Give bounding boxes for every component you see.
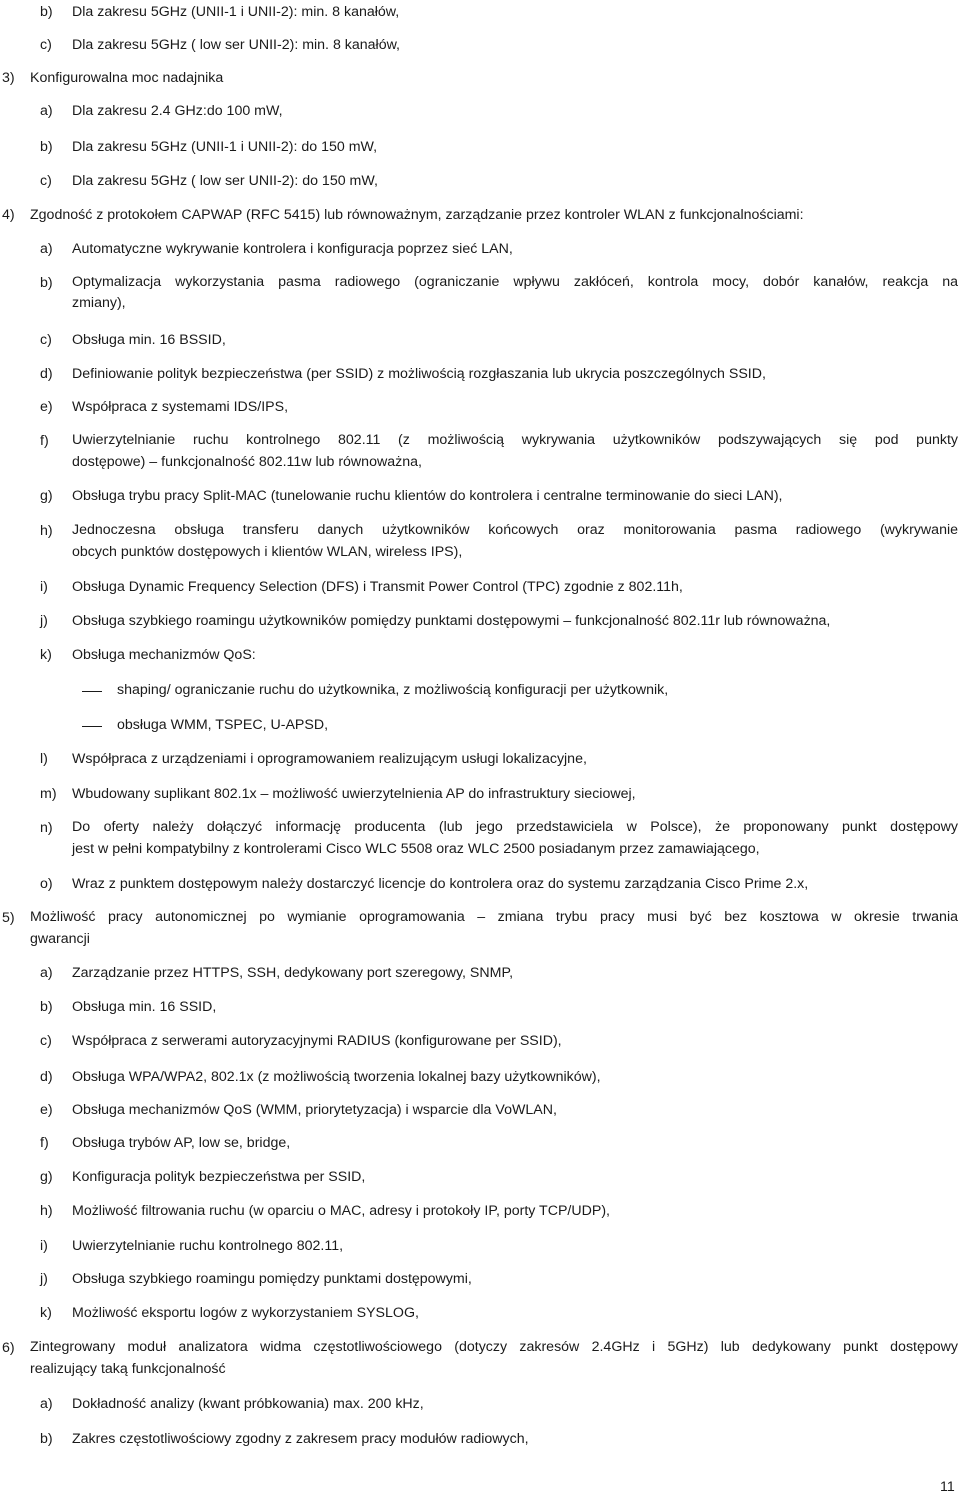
list-marker: b) [40,139,53,155]
dash-bullet [82,691,102,692]
list-item-line2: gwarancji [30,931,90,947]
list-item-line1: Do oferty należy dołączyć informację producenta (lub jego przedstawiciela w Polsce), że proponowany punkt dostępowy [72,819,958,835]
list-marker: b) [40,1431,53,1447]
list-marker: d) [40,366,53,382]
list-marker: c) [40,173,52,189]
list-marker: 3) [2,70,15,86]
list-item: Dla zakresu 5GHz (UNII-1 i UNII-2): do 150 mW, [72,139,378,155]
list-marker: f) [40,433,49,449]
list-item-line2: dostępowe) – funkcjonalność 802.11w lub równoważna, [72,454,422,470]
list-marker: c) [40,1033,52,1049]
list-item: Wraz z punktem dostępowym należy dostarczyć licencje do kontrolera oraz do systemu zarządzania Cisco Prime 2.x, [72,876,809,892]
list-item: Współpraca z systemami IDS/IPS, [72,399,289,415]
list-item: Dla zakresu 2.4 GHz:do 100 mW, [72,103,283,119]
list-item: Obsługa mechanizmów QoS: [72,647,256,663]
list-marker: a) [40,965,53,981]
list-item: Obsługa Dynamic Frequency Selection (DFS) i Transmit Power Control (TPC) zgodnie z 802.11h, [72,579,683,595]
list-item: Obsługa szybkiego roamingu użytkowników pomiędzy punktami dostępowymi – funkcjonalność 802.11r lub równoważna, [72,613,831,629]
list-item: Dokładność analizy (kwant próbkowania) max. 200 kHz, [72,1396,424,1412]
list-marker: h) [40,523,53,539]
list-item: Wbudowany suplikant 802.1x – możliwość uwierzytelnienia AP do infrastruktury sieciowej, [72,786,636,802]
list-marker: a) [40,241,53,257]
list-marker: 4) [2,207,15,223]
list-marker: j) [40,1271,48,1287]
list-item: Możliwość eksportu logów z wykorzystaniem SYSLOG, [72,1305,419,1321]
list-item: Współpraca z serwerami autoryzacyjnymi RADIUS (konfigurowane per SSID), [72,1033,562,1049]
list-marker: m) [40,786,57,802]
list-marker: j) [40,613,48,629]
list-marker: c) [40,37,52,53]
sub-list-item: obsługa WMM, TSPEC, U-APSD, [117,717,329,733]
list-item: Dla zakresu 5GHz ( low ser UNII-2): do 150 mW, [72,173,378,189]
list-item: Obsługa szybkiego roamingu pomiędzy punktami dostępowymi, [72,1271,472,1287]
list-item: Obsługa mechanizmów QoS (WMM, priorytetyzacja) i wsparcie dla VoWLAN, [72,1102,557,1118]
list-marker: g) [40,1169,53,1185]
list-item: Obsługa min. 16 SSID, [72,999,217,1015]
list-item: Obsługa trybów AP, low se, bridge, [72,1135,291,1151]
list-item: Dla zakresu 5GHz ( low ser UNII-2): min. 8 kanałów, [72,37,400,53]
list-marker: l) [40,751,48,767]
list-marker: b) [40,999,53,1015]
list-marker: i) [40,579,48,595]
list-marker: g) [40,488,53,504]
list-item: Zgodność z protokołem CAPWAP (RFC 5415) lub równoważnym, zarządzanie przez kontroler WLAN z funkcjonalnościami: [30,207,804,223]
dash-bullet [82,726,102,727]
list-marker: a) [40,1396,53,1412]
sub-list-item: shaping/ ograniczanie ruchu do użytkownika, z możliwością konfiguracji per użytkownik, [117,682,669,698]
list-item-line2: jest w pełni kompatybilny z kontrolerami Cisco WLC 5508 oraz WLC 2500 posiadanym przez zamawiającego, [72,841,760,857]
list-item: Konfigurowalna moc nadajnika [30,70,224,86]
list-marker: e) [40,1102,53,1118]
list-item-line1: Zintegrowany moduł analizatora widma częstotliwościowego (dotyczy zakresów 2.4GHz i 5GHz) lub dedykowany punkt dostępowy [30,1339,958,1355]
list-item: Obsługa WPA/WPA2, 802.1x (z możliwością tworzenia lokalnej bazy użytkowników), [72,1069,601,1085]
list-item-line1: Możliwość pracy autonomicznej po wymianie oprogramowania – zmiana trybu pracy musi być bez kosztowa w okresie trwania [30,909,958,925]
list-marker: k) [40,1305,52,1321]
list-item-line2: obcych punktów dostępowych i klientów WLAN, wireless IPS), [72,544,463,560]
list-marker: 5) [2,910,15,926]
list-item: Możliwość filtrowania ruchu (w oparciu o MAC, adresy i protokoły IP, porty TCP/UDP), [72,1203,610,1219]
list-item-line2: zmiany), [72,295,126,311]
list-item: Zakres częstotliwościowy zgodny z zakresem pracy modułów radiowych, [72,1431,529,1447]
list-marker: b) [40,4,53,20]
list-item: Konfiguracja polityk bezpieczeństwa per SSID, [72,1169,366,1185]
list-marker: b) [40,275,53,291]
list-item: Obsługa min. 16 BSSID, [72,332,226,348]
list-item: Obsługa trybu pracy Split-MAC (tunelowanie ruchu klientów do kontrolera i centralne terminowanie do sieci LAN), [72,488,783,504]
page-number: 11 [940,1479,955,1495]
list-marker: a) [40,103,53,119]
list-item: Dla zakresu 5GHz (UNII-1 i UNII-2): min. 8 kanałów, [72,4,400,20]
list-item-line2: realizujący taką funkcjonalność [30,1361,226,1377]
list-marker: e) [40,399,53,415]
list-item: Automatyczne wykrywanie kontrolera i konfiguracja poprzez sieć LAN, [72,241,513,257]
list-marker: k) [40,647,52,663]
list-marker: o) [40,876,53,892]
list-marker: d) [40,1069,53,1085]
list-marker: f) [40,1135,49,1151]
list-marker: i) [40,1238,48,1254]
list-item: Definiowanie polityk bezpieczeństwa (per SSID) z możliwością rozgłaszania lub ukrycia poszczególnych SSID, [72,366,766,382]
list-marker: n) [40,820,53,836]
list-item: Uwierzytelnianie ruchu kontrolnego 802.11, [72,1238,344,1254]
list-marker: 6) [2,1340,15,1356]
list-item-line1: Jednoczesna obsługa transferu danych użytkowników końcowych oraz monitorowania pasma radiowego (wykrywanie [72,522,958,538]
list-item: Współpraca z urządzeniami i oprogramowaniem realizującym usługi lokalizacyjne, [72,751,587,767]
list-item: Zarządzanie przez HTTPS, SSH, dedykowany port szeregowy, SNMP, [72,965,514,981]
list-item-line1: Uwierzytelnianie ruchu kontrolnego 802.11 (z możliwością wykrywania użytkowników podszywających się pod punkty [72,432,958,448]
list-item-line1: Optymalizacja wykorzystania pasma radiowego (ograniczanie wpływu zakłóceń, kontrola mocy, dobór kanałów, reakcja na [72,274,958,290]
list-marker: h) [40,1203,53,1219]
list-marker: c) [40,332,52,348]
